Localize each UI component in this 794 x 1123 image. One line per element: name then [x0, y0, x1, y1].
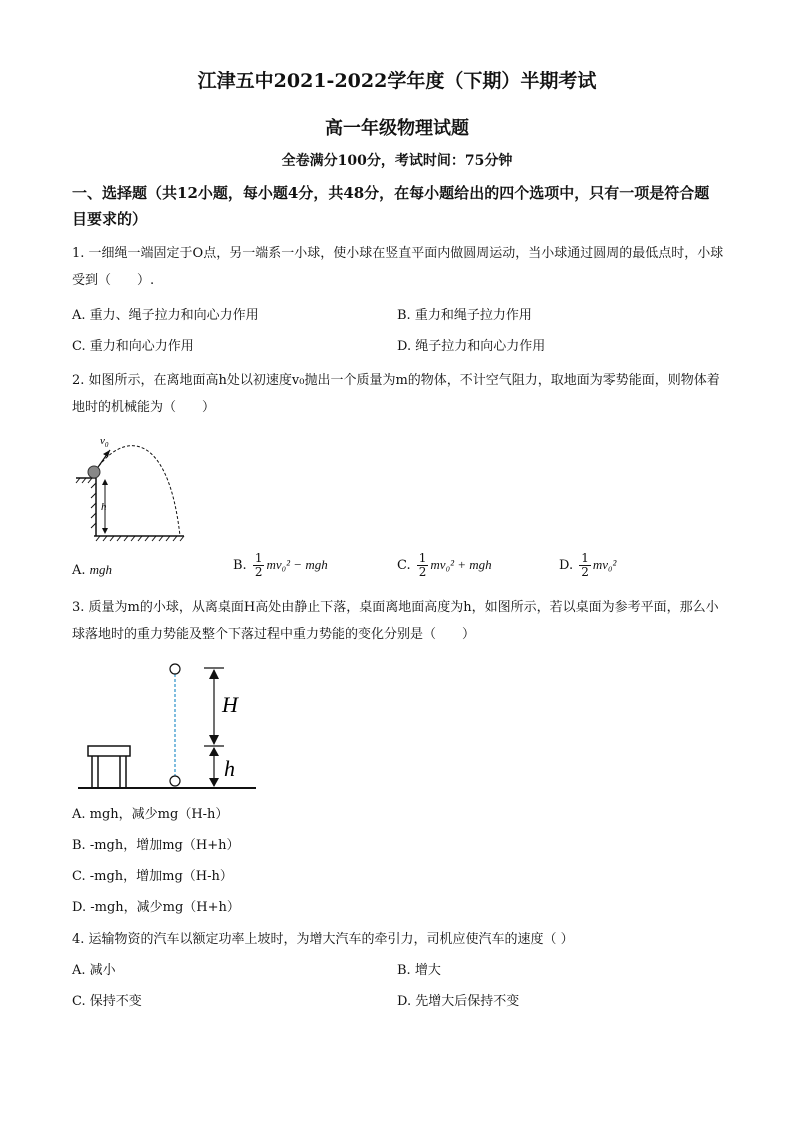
q1-option-a: A. 重力、绳子拉力和向心力作用: [72, 308, 259, 323]
q3-option-a: A. mgh，减少mg（H-h）: [72, 807, 229, 822]
q2-option-b: B. $\frac{1}{2}$ mv₀² − mgh: [233, 551, 328, 579]
table-top: [88, 746, 130, 756]
ball: [88, 466, 100, 478]
q1-option-d: D. 绳子拉力和向心力作用: [397, 339, 546, 354]
h-label: h: [224, 756, 235, 781]
exam-subject-title: 高一年级物理试题: [325, 118, 469, 139]
q4-option-d: D. 先增大后保持不变: [397, 994, 520, 1009]
q2-projectile-figure: [72, 428, 192, 544]
trajectory-curve: [96, 446, 180, 536]
q2-stem: 2. 如图所示，在离地面高h处以初速度v₀抛出一个质量为m的物体，不计空气阻力，取地面为零势能面，则物体着地时的机械能为（ ）: [72, 373, 720, 415]
q1-option-b: B. 重力和绳子拉力作用: [397, 308, 532, 323]
h-label: h: [101, 501, 107, 513]
H-label: H: [222, 692, 238, 717]
q4-option-a: A. 减小: [72, 963, 116, 978]
q3-stem: 3. 质量为m的小球，从离桌面H高处由静止下落，桌面离地面高度为h，如图所示，若以桌面为参考平面，那么小球落地时的重力势能及整个下落过程中重力势能的变化分别是（ ）: [72, 600, 719, 642]
q1-option-c: C. 重力和向心力作用: [72, 339, 194, 354]
exam-info: 全卷满分100分，考试时间：75分钟: [281, 153, 513, 169]
q4-option-c: C. 保持不变: [72, 994, 142, 1009]
q2-option-d: D. $\frac{1}{2}$ mv₀²: [559, 551, 617, 579]
q1-stem: 1. 一细绳一端固定于O点，另一端系一小球，使小球在竖直平面内做圆周运动，当小球通过圆周的最低点时，小球受到（ ）.: [72, 246, 724, 288]
q3-falling-ball-figure: [72, 660, 262, 792]
q2-option-c: C. $\frac{1}{2}$ mv₀² + mgh: [397, 551, 492, 579]
q4-option-b: B. 增大: [397, 963, 441, 978]
q3-option-d: D. -mgh，减少mg（H+h）: [72, 900, 240, 915]
ball-end: [170, 776, 180, 786]
q4-stem: 4. 运输物资的汽车以额定功率上坡时，为增大汽车的牵引力，司机应使汽车的速度（ ）: [72, 932, 574, 947]
v0-label: $v_0$: [100, 435, 109, 449]
exam-school-title: 江津五中2021-2022学年度（下期）半期考试: [197, 70, 597, 92]
ball-start: [170, 664, 180, 674]
section-1-heading: 一、选择题（共12小题，每小题4分，共48分，在每小题给出的四个选项中，只有一项是符合题目要求的）: [72, 184, 710, 228]
q2-option-a: A. mgh: [72, 562, 113, 578]
q3-option-b: B. -mgh，增加mg（H+h）: [72, 838, 240, 853]
q3-option-c: C. -mgh，增加mg（H-h）: [72, 869, 233, 884]
